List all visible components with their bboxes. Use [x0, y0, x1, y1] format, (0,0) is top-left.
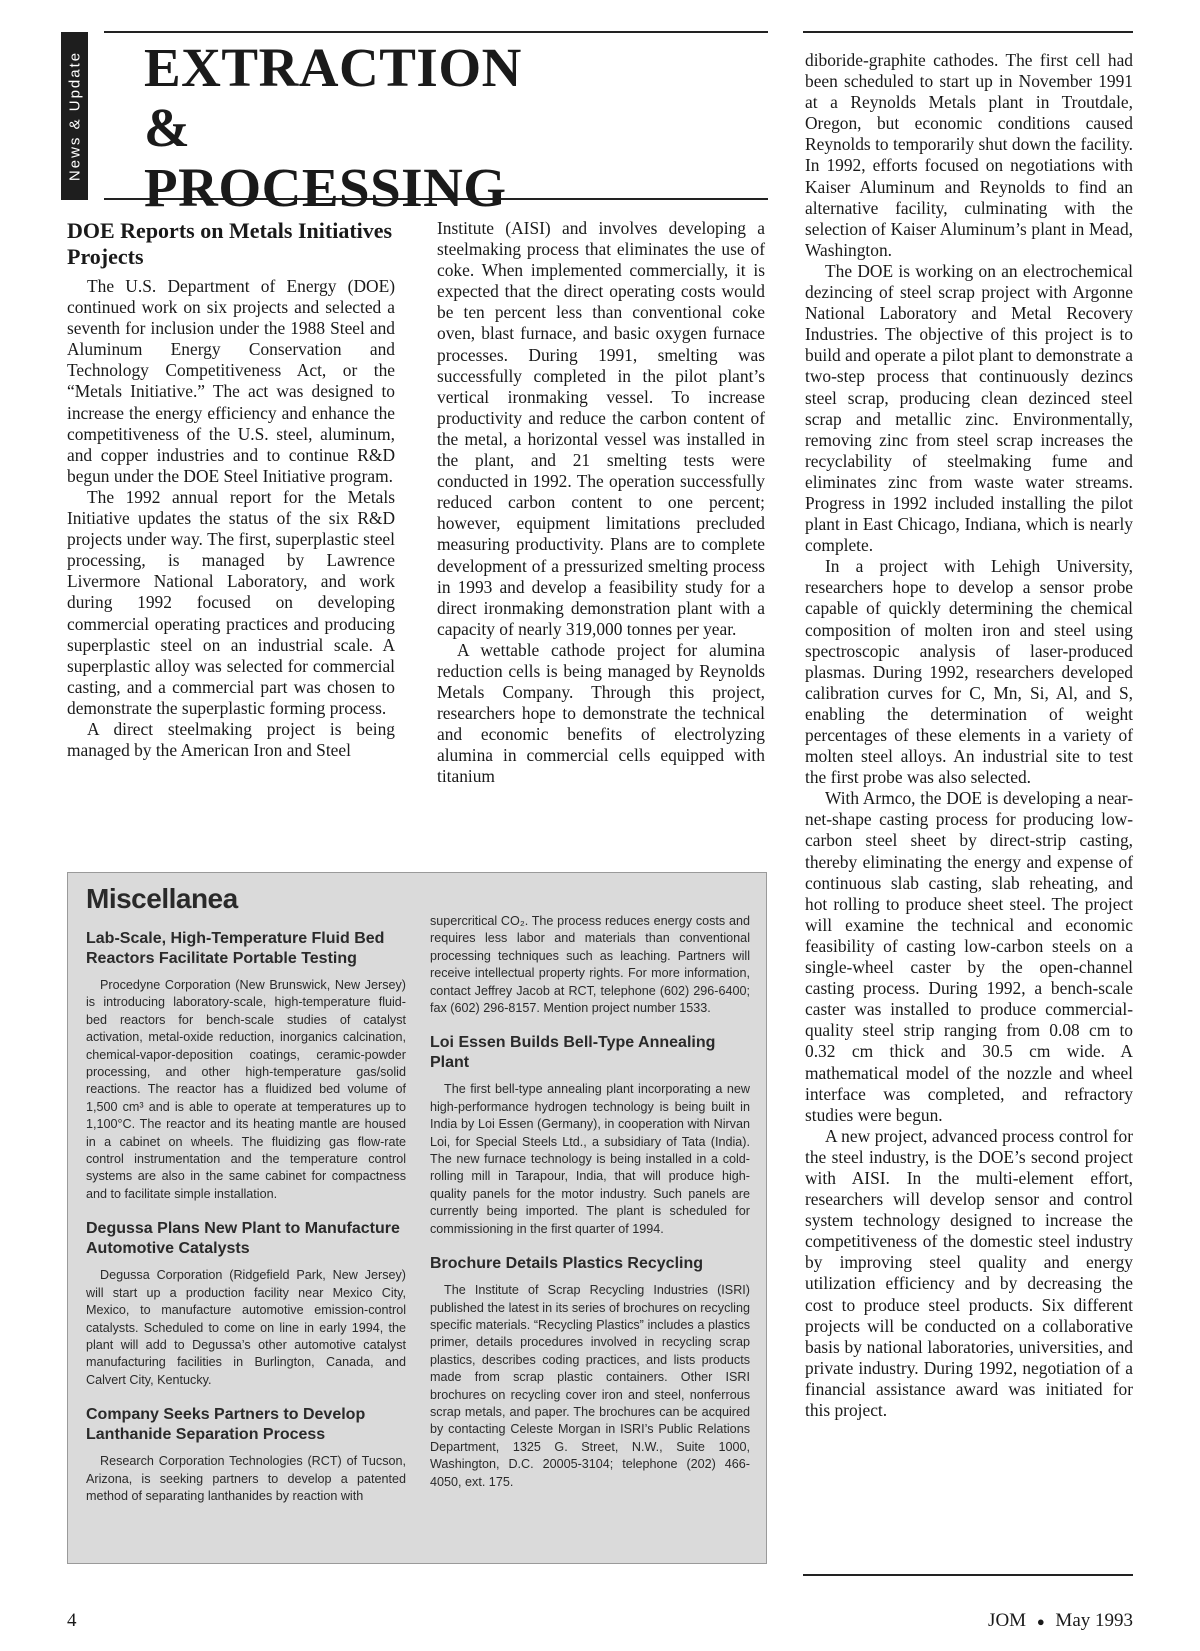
right-column-bottom-rule	[803, 1574, 1133, 1576]
article-paragraph: A direct steelmaking project is being managed by the American Iron and Steel	[67, 718, 395, 761]
miscellanea-column-1	[86, 929, 406, 1521]
misc-item-body: supercritical CO₂. The process reduces energy costs and requires less labor and materials than conventional processing techniques such as leaching. Partners will receive intellectual property rights. For more information, contact Jeffrey Jacob at RCT, telephone (602) 296-6400; fax (602) 296-8157. Mention project number 1533.	[430, 914, 750, 1016]
headline-line-1: EXTRACTION	[144, 37, 522, 98]
footer-bullet: ●	[1036, 1614, 1045, 1629]
journal-name: JOM	[988, 1610, 1027, 1631]
misc-item-body: Degussa Corporation (Ridgefield Park, New Jersey) will start up a production facility near Mexico City, Mexico, to manufacture automotive emission-control catalysts. Scheduled to come on line in early 1994, the plant will add to Degussa’s other automotive catalyst manufacturing facilities in Burlington, Canada, and Calvert City, Kentucky.	[86, 1268, 406, 1387]
article-paragraph: A new project, advanced process control for the steel industry, is the DOE’s second project with AISI. In the multi-element effort, researchers will develop sensor and control system technology designed to increase the competitiveness of the domestic steel industry by improving steel quality and energy utilization efficiency and by decreasing the cost to produce steel products. Six different projects will be conducted on a collaborative basis by national laboratories, universities, and private industry. During 1992, negotiation of a financial assistance award was initiated for this project.	[805, 1125, 1133, 1420]
misc-item-body: Procedyne Corporation (New Brunswick, New Jersey) is introducing laboratory-scale, high-temperature fluid-bed reactors for bench-scale studies of catalyst activation, metal-oxide reduction, inorganics calcination, chemical-vapor-deposition coatings, ceramic-powder processing, and other high-temperature gas/solid reactions. The reactor has a fluidized bed volume of 1,500 cm³ and is able to operate at temperatures up to 1,100°C. The reactor and its heating mantle are housed in a cabinet on wheels. The fluidizing gas flow-rate control instrumentation and the temperature control systems are also in the same cabinet for compactness and to facilitate simple installation.	[86, 978, 406, 1201]
misc-item-title: Brochure Details Plastics Recycling	[430, 1255, 703, 1273]
article-title: DOE Reports on Metals Initiatives Projects	[67, 218, 393, 269]
article-paragraph: The DOE is working on an electrochemical dezincing of steel scrap project with Argonne National Laboratory and Metal Recovery Industries. The objective of this project is to build and operate a pilot plant to demonstrate a two-step process that continuously dezincs steel scrap, producing clean dezinced steel scrap and metallic zinc. Environmentally, removing zinc from steel scrap increases the recyclability of steelmaking fume and eliminates zinc from waste water streams. Progress in 1992 included installing the pilot plant in East Chicago, Indiana, which is nearly complete.	[805, 260, 1133, 556]
page-number: 4	[67, 1610, 77, 1631]
misc-item-title: Degussa Plans New Plant to Manufacture Automotive Catalysts	[86, 1220, 400, 1258]
misc-item-body: The Institute of Scrap Recycling Industries (ISRI) published the latest in its series of brochures on recycling specific materials. “Recycling Plastics” includes a plastics primer, details procedures involved in recycling scrap plastics, describes coding practices, and lists products made from scrap plastic containers. Other ISRI brochures on recycling cover iron and steel, nonferrous scrap metals, and paper. The brochures can be acquired by contacting Celeste Morgan in ISRI’s Public Relations Department, 1325 G. Street, N.W., Suite 1000, Washington, D.C. 20005-3104; telephone (202) 466-4050, ext. 175.	[430, 1283, 750, 1489]
article-paragraph: Institute (AISI) and involves developing a steelmaking process that eliminates the use of coke. When implemented commercially, it is expected that the direct operating costs would be ten percent less than conventional coke oven, blast furnace, and basic oxygen furnace processes. During 1991, smelting was successfully completed in the pilot plant’s vertical ironmaking vessel. To increase productivity and reduce the carbon content of the metal, a horizontal vessel was installed in the plant, and 21 smelting tests were conducted in 1992. The operation successfully reduced carbon content to one percent; however, equipment limitations precluded measuring productivity. Plans are to complete development of a pressurized smelting process in 1993 and develop a feasibility study for a direct ironmaking demonstration plant with a capacity of nearly 319,000 tonnes per year.	[437, 218, 765, 639]
article-paragraph: The 1992 annual report for the Metals Initiative updates the status of the six R&D projects under way. The first, superplastic steel processing, is managed by Lawrence Livermore National Laboratory, and work during 1992 focused on developing commercial operating practices and producing superplastic steel on an industrial scale. A superplastic alloy was selected for commercial casting, and a commercial part was chosen to demonstrate the superplastic forming process.	[67, 486, 395, 718]
article-paragraph: diboride-graphite cathodes. The first cell had been scheduled to start up in November 1991 at a Reynolds Metals plant in Troutdale, Oregon, but economic conditions caused Reynolds to temporarily shut down the facility. In 1992, efforts focused on negotiations with Kaiser Aluminum and Reynolds to find an alternative facility, culminating with the selection of Kaiser Aluminum’s plant in Mead, Washington.	[805, 50, 1133, 260]
journal-issue	[988, 1610, 1133, 1632]
headline-line-2: &	[144, 97, 191, 158]
misc-item-body: The first bell-type annealing plant incorporating a new high-performance hydrogen technology is being built in India by Loi Essen (Germany), in cooperation with Nirvan Loi, for Special Steels Ltd., a subsidiary of Tata (India). The new furnace technology is being installed in a cold-rolling mill in Tarapour, India, that will produce high-quality panels for the motor industry. Such panels are currently being imported. The plant is scheduled for commissioning in the first quarter of 1994.	[430, 1082, 750, 1236]
misc-item-title: Company Seeks Partners to Develop Lanthanide Separation Process	[86, 1406, 366, 1444]
miscellanea-title: Miscellanea	[86, 883, 238, 914]
article-column-3	[805, 50, 1133, 1421]
article-paragraph: With Armco, the DOE is developing a near-net-shape casting process for producing low-carbon steel sheet by direct-strip casting, thereby eliminating the energy and expense of continuous slab casting, slab reheating, and hot rolling to produce sheet steel. The project will examine the technical and economic feasibility of casting low-carbon steels on a single-wheel caster by the open-channel casting process. During 1992, a bench-scale caster was installed to produce commercial-quality steel strip ranging from 0.08 cm to 0.32 cm thick and 30.5 cm wide. A mathematical model of the nozzle and wheel interface was completed, and refractory studies were begun.	[805, 788, 1133, 1125]
section-headline	[144, 38, 522, 218]
article-column-2	[437, 218, 765, 788]
misc-item-title: Loi Essen Builds Bell-Type Annealing Plant	[430, 1034, 716, 1072]
article-paragraph: The U.S. Department of Energy (DOE) continued work on six projects and selected a seventh for inclusion under the 1988 Steel and Aluminum Energy Conservation and Technology Competitiveness Act, or the “Metals Initiative.” The act was designed to increase the energy efficiency and enhance the competitiveness of the U.S. steel, aluminum, and copper industries and to continue R&D begun under the DOE Steel Initiative program.	[67, 276, 395, 486]
section-side-tab-label: News & Update	[66, 50, 83, 182]
article-paragraph: A wettable cathode project for alumina reduction cells is being managed by Reynolds Metals Company. Through this project, researchers hope to demonstrate the technical and economic benefits of electrolyzing alumina in commercial cells equipped with titanium	[437, 639, 765, 787]
section-side-tab	[61, 32, 88, 200]
header-top-rule	[104, 31, 768, 33]
misc-item-title: Lab-Scale, High-Temperature Fluid Bed Reactors Facilitate Portable Testing	[86, 930, 385, 967]
miscellanea-column-2	[430, 913, 750, 1507]
issue-date: May 1993	[1055, 1610, 1133, 1631]
right-column-top-rule	[803, 31, 1133, 33]
miscellanea-box	[67, 872, 767, 1564]
article-paragraph: In a project with Lehigh University, researchers hope to develop a sensor probe capable of quickly determining the chemical composition of molten iron and steel using spectroscopic analysis of laser-produced plasmas. During 1992, researchers developed calibration curves for C, Mn, Si, Al, and S, enabling the determination of weight percentages of these elements in a variety of molten steel alloys. An industrial site to test the first probe was also selected.	[805, 556, 1133, 788]
headline-line-3: PROCESSING	[144, 157, 507, 218]
article-column-1	[67, 218, 395, 761]
misc-item-body: Research Corporation Technologies (RCT) of Tucson, Arizona, is seeking partners to develop a patented method of separating lanthanides by reaction with	[86, 1454, 406, 1503]
